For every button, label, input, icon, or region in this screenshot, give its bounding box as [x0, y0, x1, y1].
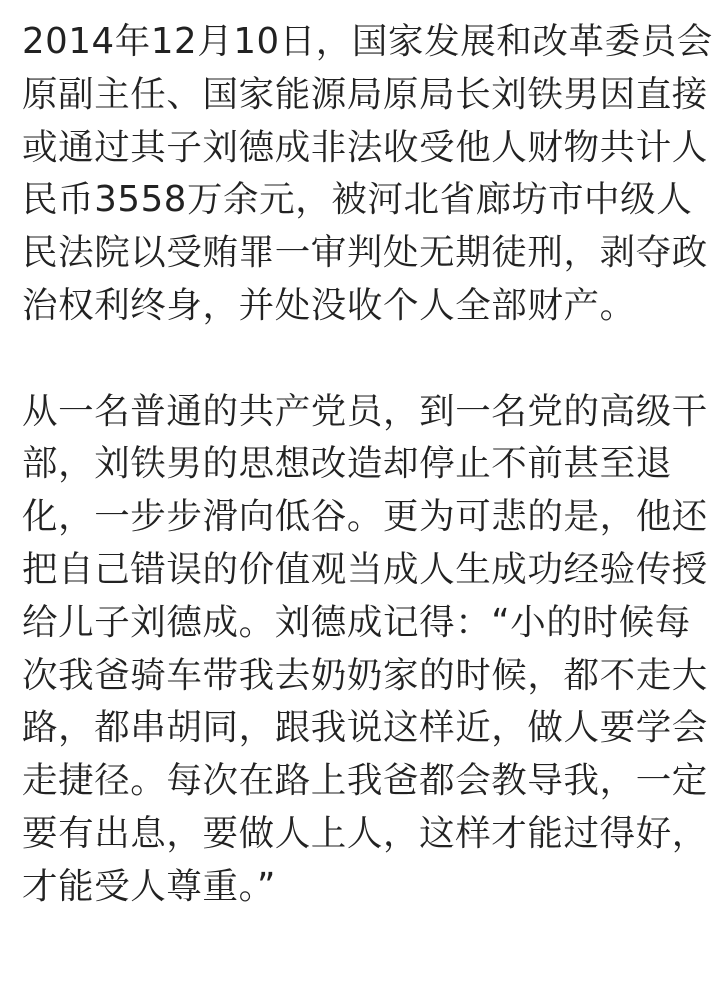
text-line: 原副主任、国家能源局原局长刘铁男因直接 [22, 73, 708, 115]
text-line: 走捷径。每次在路上我爸都会教导我，一定 [22, 760, 708, 802]
text-line: 2014年12月10日，国家发展和改革委员会 [22, 21, 713, 62]
text-line: 要有出息，要做人上人，这样才能过得好， [22, 812, 708, 854]
text-line: 把自己错误的价值观当成人生成功经验传授 [22, 548, 708, 590]
paragraph-2 [22, 386, 708, 914]
text-line: 才能受人尊重。” [22, 865, 276, 907]
text-line: 路，都串胡同，跟我说这样近，做人要学会 [22, 707, 708, 749]
text-line: 次我爸骑车带我去奶奶家的时候，都不走大 [22, 654, 708, 696]
paragraph-1 [22, 16, 713, 333]
text-line: 或通过其子刘德成非法收受他人财物共计人 [22, 126, 708, 168]
text-line: 化，一步步滑向低谷。更为可悲的是，他还 [22, 496, 708, 538]
text-line: 从一名普通的共产党员，到一名党的高级干 [22, 390, 708, 432]
text-line: 治权利终身，并处没收个人全部财产。 [22, 284, 636, 326]
text-line: 民币3558万余元，被河北省廊坊市中级人 [22, 179, 693, 221]
text-line: 民法院以受贿罪一审判处无期徒刑，剥夺政 [22, 232, 708, 274]
article-body [22, 16, 713, 914]
text-line: 部，刘铁男的思想改造却停止不前甚至退 [22, 443, 672, 485]
text-line: 给儿子刘德成。刘德成记得：“小的时候每 [22, 601, 691, 643]
